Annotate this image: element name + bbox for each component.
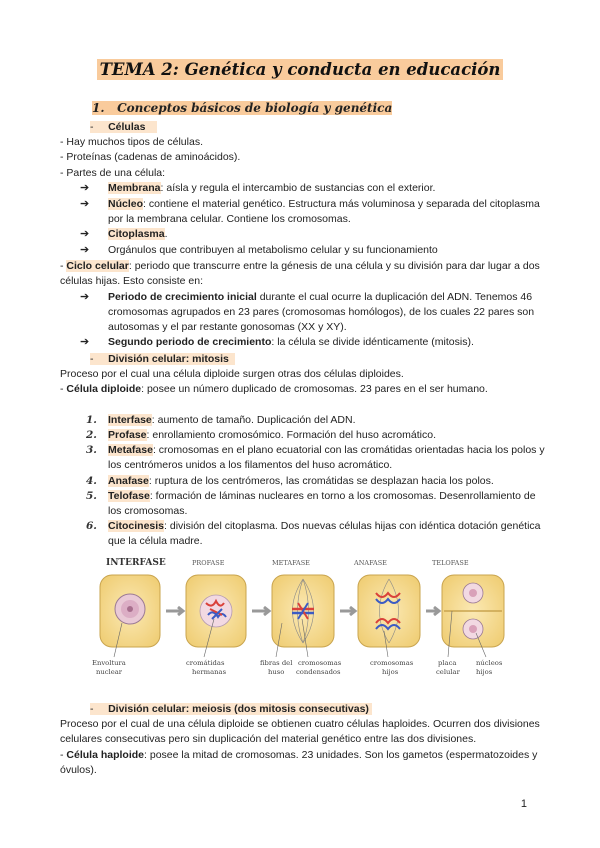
cell-interfase — [100, 575, 160, 647]
phase-item: 3. Metafase: cromosomas en el plano ecuatorial con las cromátidas orientadas hacia los polos y los centrómeros unidos a los filamentos del huso acromático. — [86, 444, 545, 472]
arrow-icon: ➔ — [80, 228, 90, 241]
diploide-definition: - Célula diploide: posee un número duplicado de cromosomas. 23 pares en el ser humano. — [60, 383, 488, 396]
section-heading: 1. Conceptos básicos de biología y genética — [92, 101, 393, 115]
arrow-icon: ➔ — [80, 244, 90, 257]
document-title: TEMA 2: Genética y conducta en educación — [0, 58, 600, 82]
arrow-icon: ➔ — [80, 197, 90, 210]
page-number: 1 — [520, 798, 527, 810]
mitosis-intro: Proceso por el cual una célula diploide surgen otras dos células diploides. — [60, 368, 404, 381]
period-item: ➔ Segundo periodo de crecimiento: la célula se divide idénticamente (mitosis). — [80, 335, 548, 351]
stage-label-telofase: TELOFASE — [432, 559, 469, 567]
label-cromosomas-hijos: cromosomas hijos — [370, 659, 414, 676]
phase-item: 1. Interfase: aumento de tamaño. Duplicación del ADN. — [86, 413, 356, 426]
meiosis-intro: Proceso por el cual de una célula diploide se obtienen cuatro células haploides. Ocurren dos divisiones celulares consecutivas pero sin duplicación del material genético entre las dos divisiones. — [60, 718, 540, 746]
arrow-icon — [426, 607, 439, 615]
arrow-icon — [340, 607, 355, 615]
cell-part-nucleo: ➔ Núcleo: contiene el material genético. Estructura más voluminosa y separada del citoplasma por la membrana celular. Contiene los cromosomas. — [80, 197, 548, 227]
label-placa-celular: placa celular — [436, 659, 460, 676]
arrow-icon: ➔ — [80, 181, 90, 194]
cell-metafase — [272, 575, 334, 647]
list-item: - Partes de una célula: — [60, 166, 166, 179]
stage-label-metafase: METAFASE — [272, 559, 310, 567]
phase-item: 5. Telofase: formación de láminas nucleares en torno a los cromosomas. Desenrollamiento de los cromosomas. — [86, 489, 536, 517]
arrow-icon: ➔ — [80, 290, 90, 303]
meiosis-heading: - División celular: meiosis (dos mitosis consecutivas) — [60, 702, 548, 717]
stage-label-interfase: INTERFASE — [106, 558, 166, 568]
phase-item: 6. Citocinesis: división del citoplasma. Dos nuevas células hijas con idéntica dotación genética que la célula madre. — [86, 520, 541, 548]
period-item: ➔ Periodo de crecimiento inicial durante el cual ocurre la duplicación del ADN. Tenemos 46 cromosomas agrupados en 23 pares (cromosomas homólogos), de los cuales 22 pares son autosomas y el par restante gonosomas (XX y XY). — [80, 290, 548, 336]
label-cromosomas-condensados: cromosomas condensados — [296, 659, 342, 676]
celulas-block — [60, 120, 548, 351]
cell-anafase — [358, 575, 420, 647]
label-cromatidas-hermanas: cromátidas hermanas — [186, 659, 227, 676]
haploide-definition: - Célula haploide: posee la mitad de cromosomas. 23 unidades. Son los gametos (espermatozoides y óvulos). — [60, 748, 538, 776]
mitosis-block — [60, 352, 548, 550]
mitosis-heading: - División celular: mitosis — [60, 352, 548, 367]
phase-item: 4. Anafase: ruptura de los centrómeros, las cromátidas se desplazan hacia los polos. — [86, 474, 494, 487]
meiosis-block — [60, 702, 548, 778]
list-item: - Proteínas (cadenas de aminoácidos). — [60, 151, 241, 164]
cell-profase — [186, 575, 246, 647]
mitosis-diagram — [92, 553, 512, 683]
cell-part-organulos: ➔ Orgánulos que contribuyen al metabolismo celular y su funcionamiento — [80, 243, 548, 259]
phase-item: 2. Profase: enrollamiento cromosómico. Formación del huso acromático. — [86, 428, 436, 441]
stage-label-profase: PROFASE — [192, 559, 225, 567]
cell-telofase — [442, 575, 504, 647]
label-envoltura-nuclear: Envoltura nuclear — [92, 659, 126, 676]
ciclo-celular-paragraph: - Ciclo celular: periodo que transcurre entre la génesis de una célula y su división para dar lugar a dos células hijas. Esto consiste en: — [60, 260, 540, 288]
arrow-icon: ➔ — [80, 336, 90, 349]
cell-part-membrana: ➔ Membrana: aísla y regula el intercambio de sustancias con el exterior. — [80, 181, 548, 197]
list-item: - Hay muchos tipos de células. — [60, 136, 203, 149]
arrow-icon — [166, 607, 183, 615]
cell-part-citoplasma: ➔ Citoplasma. — [80, 227, 548, 243]
celulas-heading: - Células — [60, 120, 548, 135]
arrow-icon — [252, 607, 269, 615]
label-nucleos-hijos: núcleos hijos — [476, 659, 503, 676]
label-fibras-del-huso: fibras del huso — [260, 659, 293, 676]
stage-label-anafase: ANAFASE — [354, 559, 387, 567]
